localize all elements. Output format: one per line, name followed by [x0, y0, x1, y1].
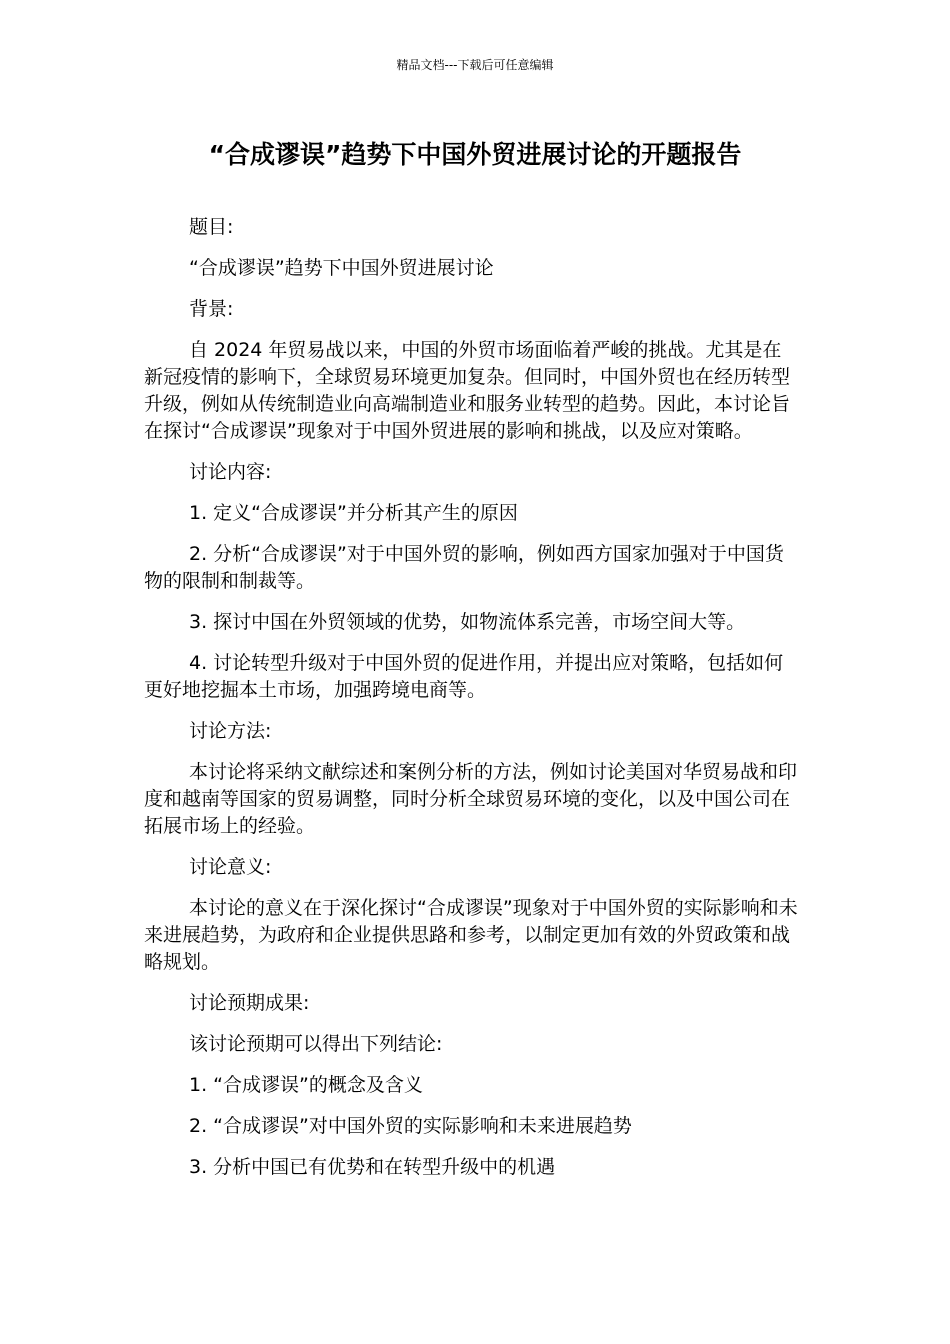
- document-body: [144, 214, 800, 1195]
- paragraph-outcome-item-1: 1. “合成谬误”的概念及含义: [189, 1074, 423, 1096]
- paragraph-method: 本讨论将采纳文献综述和案例分析的方法，例如讨论美国对华贸易战和印度和越南等国家的贸易调整，同时分析全球贸易环境的变化，以及中国公司在拓展市场上的经验。: [144, 761, 798, 837]
- paragraph-content-item-2: 2. 分析“合成谬误”对于中国外贸的影响，例如西方国家加强对于中国货物的限制和制裁等。: [144, 543, 784, 592]
- paragraph-outcomes-intro: 该讨论预期可以得出下列结论:: [189, 1033, 443, 1055]
- paragraph-content-label: 讨论内容:: [189, 461, 272, 483]
- paragraph-outcomes-label: 讨论预期成果:: [189, 992, 310, 1014]
- paragraph-topic: “合成谬误”趋势下中国外贸进展讨论: [189, 257, 494, 279]
- header-note: 精品文档---下载后可任意编辑: [396, 58, 554, 72]
- paragraph-background: 自 2024 年贸易战以来，中国的外贸市场面临着严峻的挑战。尤其是在新冠疫情的影响下，全球贸易环境更加复杂。但同时，中国外贸也在经历转型升级，例如从传统制造业向高端制造业和服务业转型的趋势。因此，本讨论旨在探讨“合成谬误”现象对于中国外贸进展的影响和挑战，以及应对策略。: [144, 339, 791, 442]
- paragraph-outcome-item-2: 2. “合成谬误”对中国外贸的实际影响和未来进展趋势: [189, 1115, 632, 1137]
- paragraph-content-item-4: 4. 讨论转型升级对于中国外贸的促进作用，并提出应对策略，包括如何更好地挖掘本土市场，加强跨境电商等。: [144, 652, 784, 701]
- paragraph-method-label: 讨论方法:: [189, 720, 272, 742]
- paragraph-significance-label: 讨论意义:: [189, 856, 272, 878]
- paragraph-significance: 本讨论的意义在于深化探讨“合成谬误”现象对于中国外贸的实际影响和未来进展趋势，为政府和企业提供思路和参考，以制定更加有效的外贸政策和战略规划。: [144, 897, 798, 973]
- paragraph-background-label: 背景:: [189, 298, 234, 320]
- paragraph-content-item-3: 3. 探讨中国在外贸领域的优势，如物流体系完善，市场空间大等。: [189, 611, 746, 633]
- document-title: “合成谬误”趋势下中国外贸进展讨论的开题报告: [208, 140, 742, 169]
- paragraph-topic-label: 题目:: [189, 216, 234, 238]
- paragraph-content-item-1: 1. 定义“合成谬误”并分析其产生的原因: [189, 502, 518, 524]
- paragraph-outcome-item-3: 3. 分析中国已有优势和在转型升级中的机遇: [189, 1156, 556, 1178]
